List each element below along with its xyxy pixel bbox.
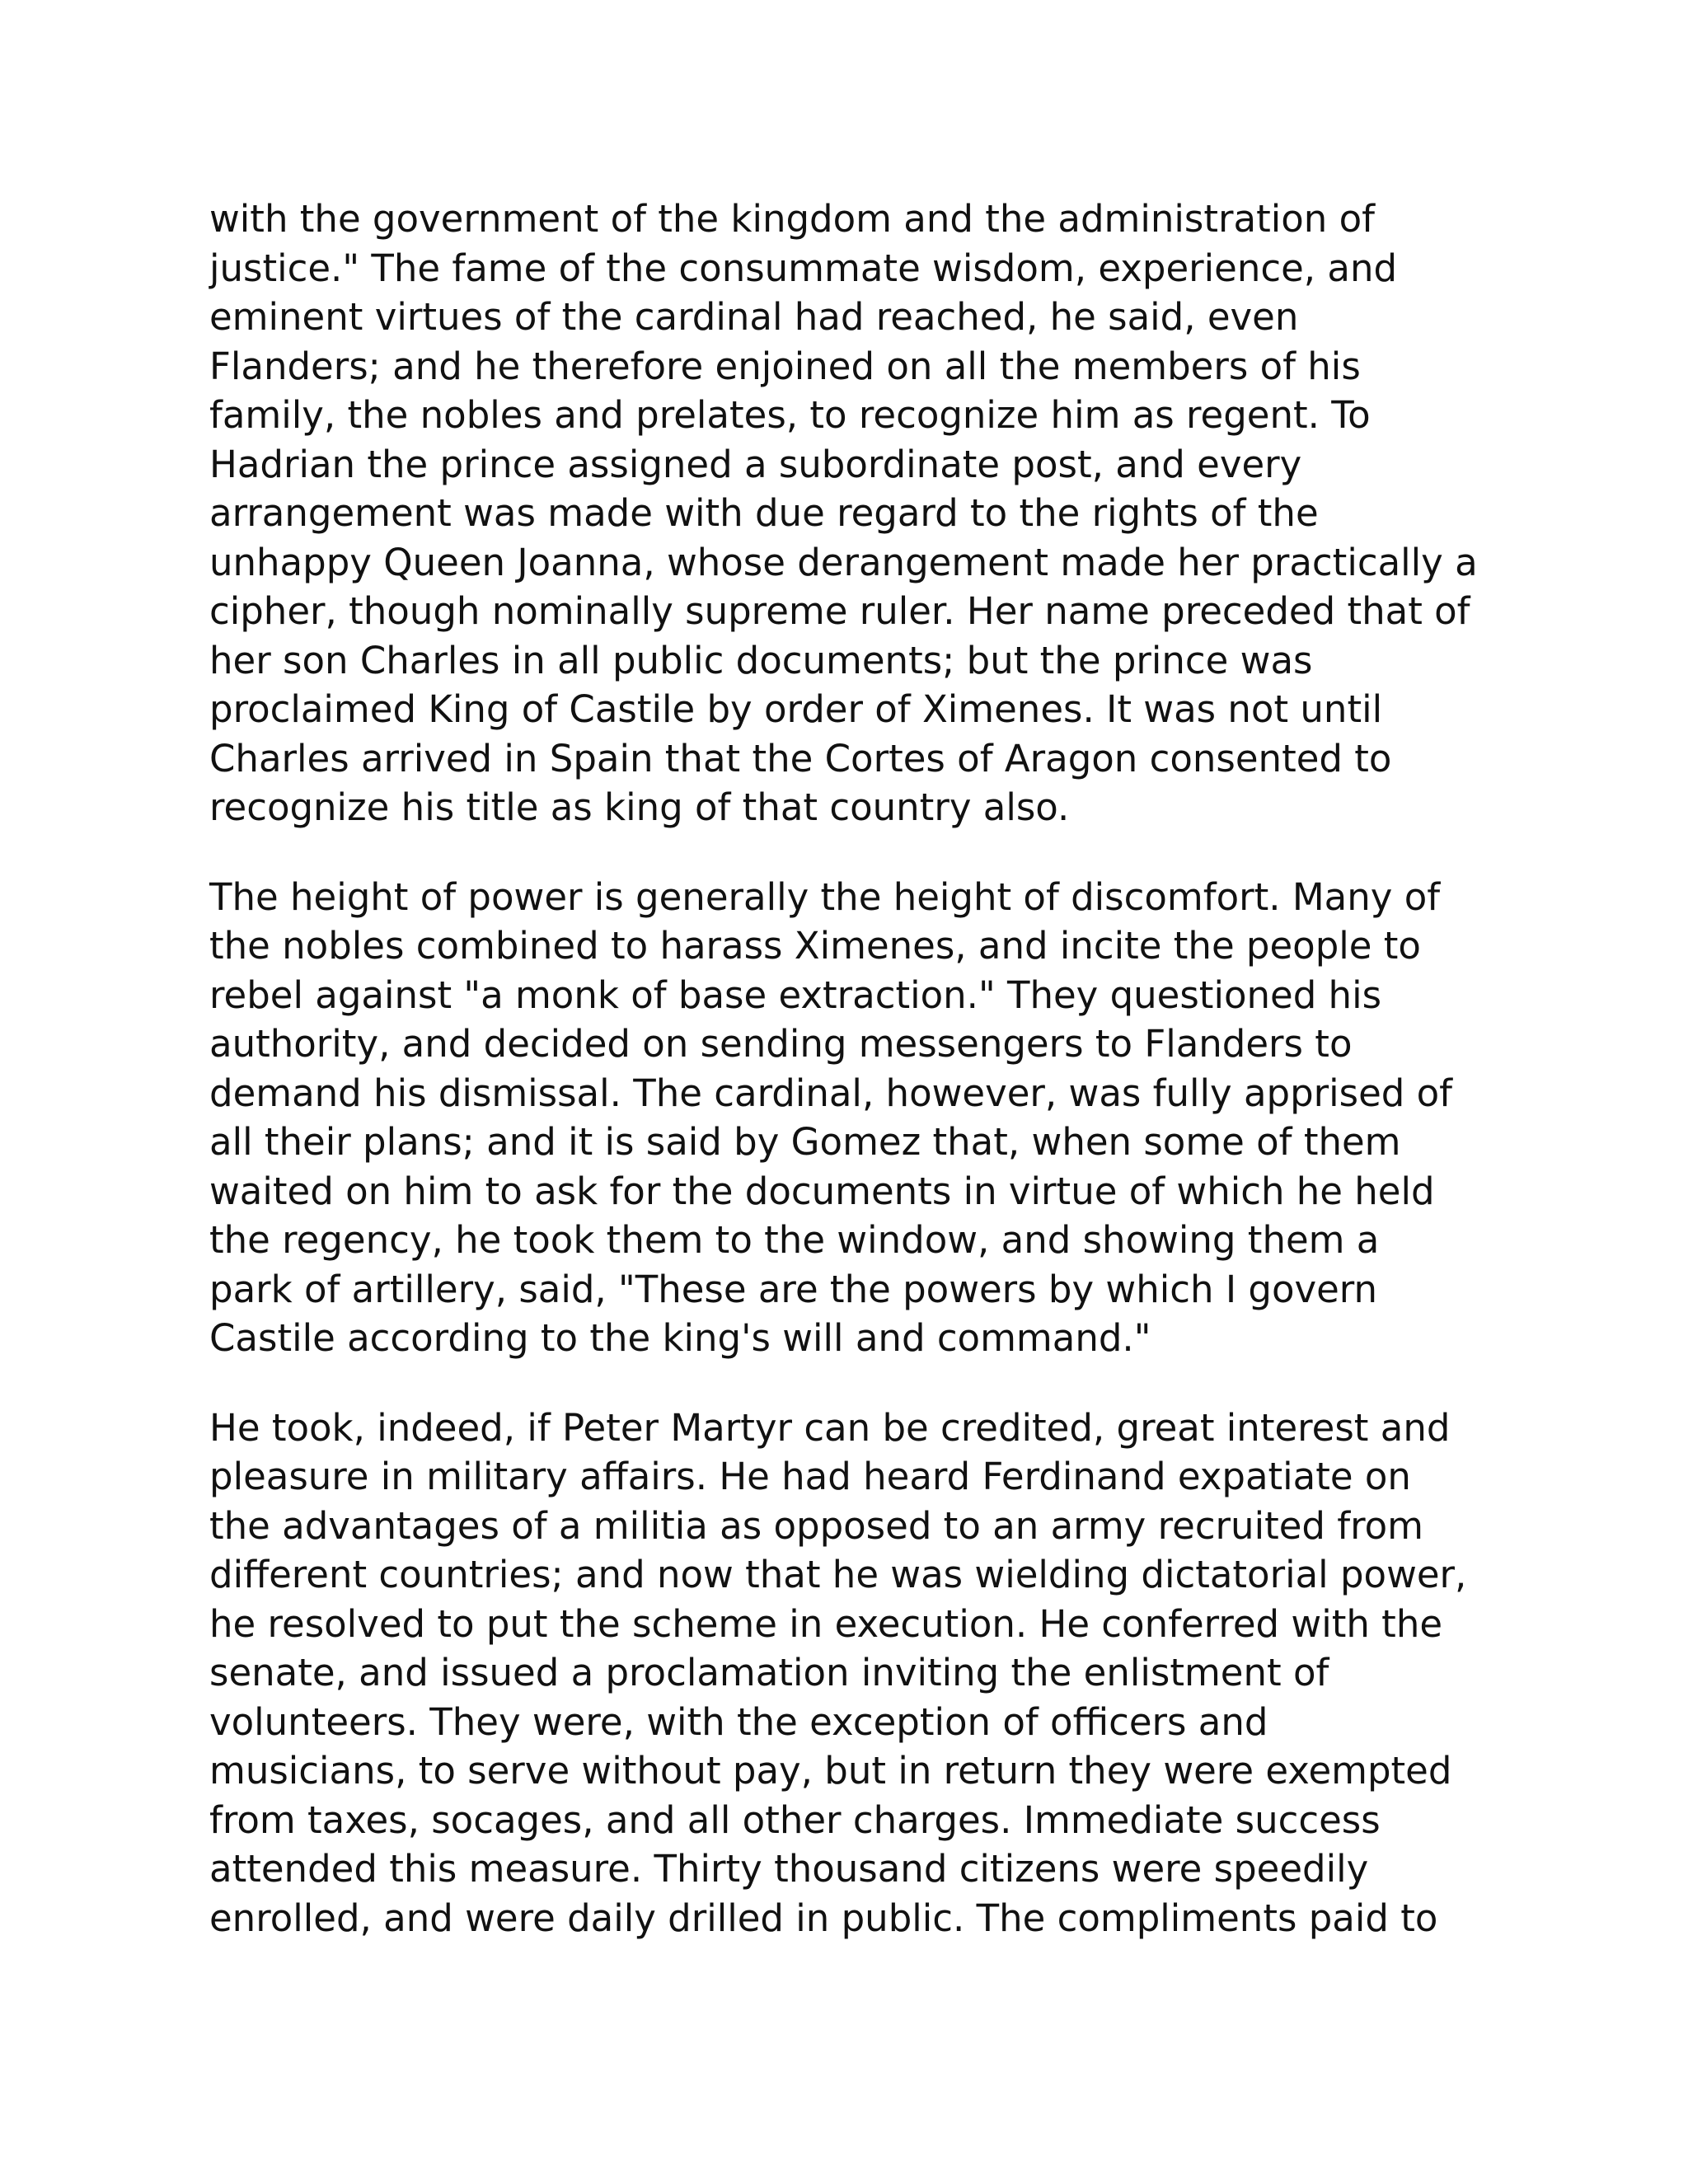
text-line: all their plans; and it is said by Gomez that, when some of them	[209, 1120, 1401, 1164]
text-line: recognize his title as king of that country also.	[209, 785, 1070, 829]
text-line: waited on him to ask for the documents in virtue of which he held	[209, 1169, 1435, 1213]
text-line: her son Charles in all public documents; but the prince was	[209, 638, 1313, 682]
text-line: Hadrian the prince assigned a subordinate post, and every	[209, 442, 1302, 486]
text-line: arrangement was made with due regard to the rights of the	[209, 491, 1319, 535]
text-line: musicians, to serve without pay, but in return they were exempted	[209, 1749, 1452, 1793]
body-text	[209, 194, 1495, 1983]
text-line: the regency, he took them to the window, and showing them a	[209, 1218, 1380, 1262]
text-line: demand his dismissal. The cardinal, however, was fully apprised of	[209, 1071, 1453, 1115]
paragraph-2	[209, 873, 1495, 1363]
text-line: Charles arrived in Spain that the Cortes of Aragon consented to	[209, 736, 1392, 780]
text-line: eminent virtues of the cardinal had reached, he said, even	[209, 295, 1299, 339]
text-line: pleasure in military affairs. He had heard Ferdinand expatiate on	[209, 1455, 1411, 1498]
text-line: park of artillery, said, "These are the powers by which I govern	[209, 1267, 1378, 1311]
text-line: authority, and decided on sending messengers to Flanders to	[209, 1022, 1353, 1066]
text-line: rebel against "a monk of base extraction." They questioned his	[209, 972, 1382, 1017]
text-line: justice." The fame of the consummate wisdom, experience, and	[209, 246, 1398, 290]
text-line: attended this measure. Thirty thousand citizens were speedily	[209, 1847, 1369, 1891]
text-line: he resolved to put the scheme in execution. He conferred with the	[209, 1601, 1443, 1646]
text-line: unhappy Queen Joanna, whose derangement made her practically a	[209, 540, 1478, 584]
text-line: Flanders; and he therefore enjoined on all the members of his	[209, 344, 1361, 388]
text-line: proclaimed King of Castile by order of Ximenes. It was not until	[209, 687, 1383, 731]
paragraph-3	[209, 1404, 1495, 1943]
text-line: with the government of the kingdom and the administration of	[209, 197, 1375, 241]
text-line: the nobles combined to harass Ximenes, and incite the people to	[209, 924, 1421, 968]
text-line: Castile according to the king's will and command."	[209, 1316, 1151, 1360]
text-line: The height of power is generally the height of discomfort. Many of	[209, 874, 1441, 919]
text-line: family, the nobles and prelates, to recognize him as regent. To	[209, 393, 1371, 437]
paragraph-1	[209, 194, 1495, 832]
text-line: the advantages of a militia as opposed to an army recruited from	[209, 1503, 1424, 1548]
text-line: senate, and issued a proclamation inviting the enlistment of	[209, 1651, 1329, 1694]
text-line: enrolled, and were daily drilled in public. The compliments paid to	[209, 1896, 1438, 1940]
text-line: different countries; and now that he was wielding dictatorial power,	[209, 1553, 1467, 1596]
text-line: from taxes, socages, and all other charges. Immediate success	[209, 1797, 1381, 1842]
text-line: cipher, though nominally supreme ruler. Her name preceded that of	[209, 589, 1470, 633]
text-line: volunteers. They were, with the exception of officers and	[209, 1699, 1268, 1744]
text-line: He took, indeed, if Peter Martyr can be credited, great interest and	[209, 1405, 1451, 1450]
